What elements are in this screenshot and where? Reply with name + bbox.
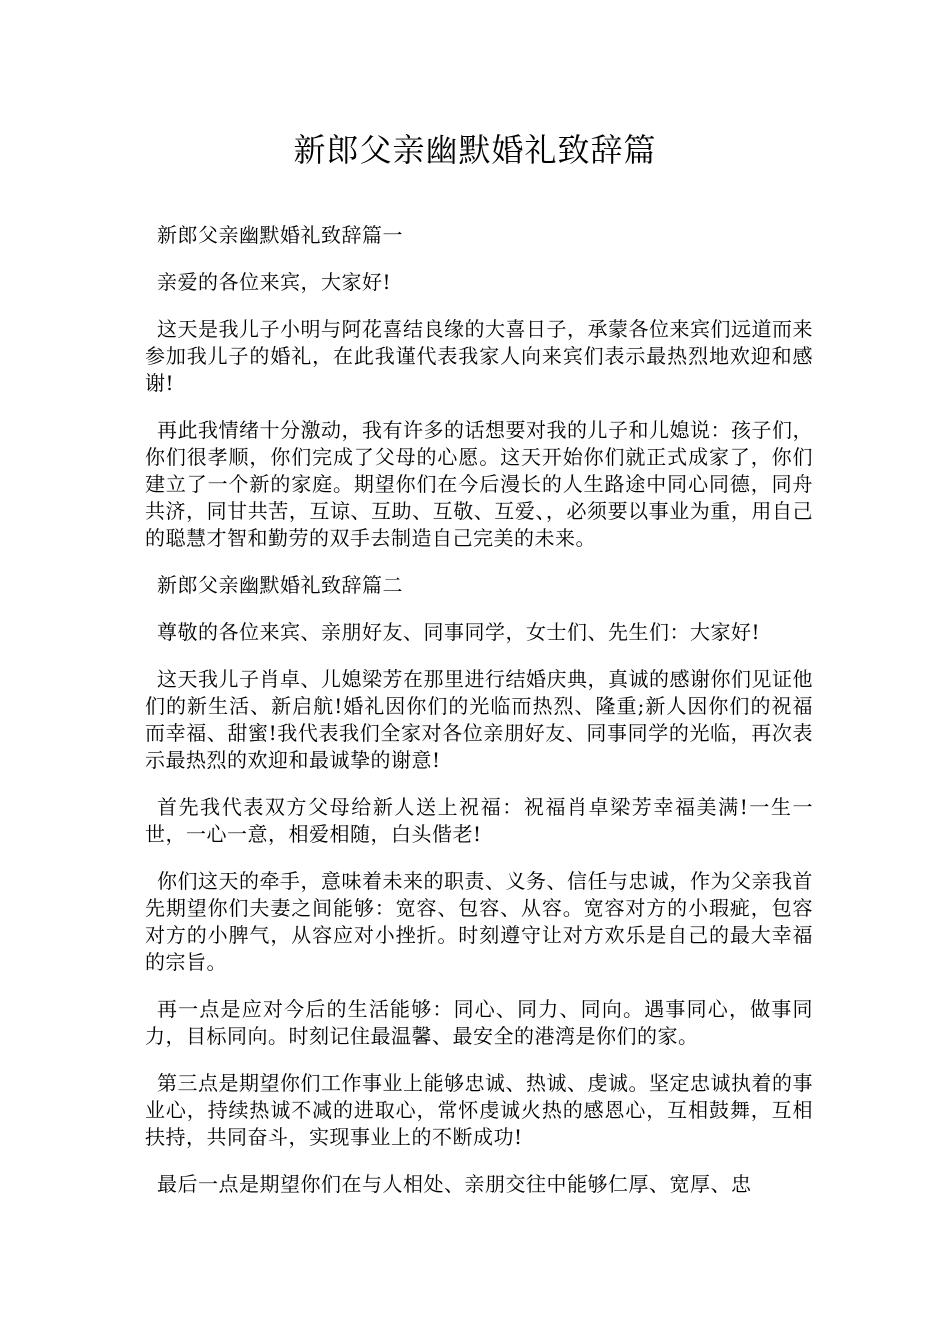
document-title: 新郎父亲幽默婚礼致辞篇 — [293, 131, 657, 169]
paragraph-greeting-1: 亲爱的各位来宾，大家好! — [157, 270, 392, 294]
paragraph-greeting-2: 尊敬的各位来宾、亲朋好友、同事同学，女士们、先生们：大家好! — [157, 620, 761, 644]
paragraph: 你们这天的牵手，意味着未来的职责、义务、信任与忠诚，作为父亲我首先期望你们夫妻之间能够：宽容、包容、从容。宽容对方的小瑕疵，包容对方的小脾气，从容应对小挫折。时刻遵守让对方欢乐是自己的最大幸福的宗旨。 — [145, 869, 813, 974]
paragraph: 首先我代表双方父母给新人送上祝福：祝福肖卓梁芳幸福美满!一生一世，一心一意，相爱相随，白头偕老! — [145, 795, 813, 846]
section-heading-2: 新郎父亲幽默婚礼致辞篇二 — [157, 573, 403, 597]
paragraph-truncated: 最后一点是期望你们在与人相处、亲朋交往中能够仁厚、宽厚、忠 — [157, 1172, 752, 1196]
paragraph: 这天我儿子肖卓、儿媳梁芳在那里进行结婚庆典，真诚的感谢你们见证他们的新生活、新启航!婚礼因你们的光临而热烈、隆重;新人因你们的祝福而幸福、甜蜜!我代表我们全家对各位亲朋好友、同事同学的光临，再次表示最热烈的欢迎和最诚挚的谢意! — [145, 667, 813, 772]
section-heading-1: 新郎父亲幽默婚礼致辞篇一 — [157, 223, 403, 247]
paragraph: 再一点是应对今后的生活能够：同心、同力、同向。遇事同心，做事同力，目标同向。时刻记住最温馨、最安全的港湾是你们的家。 — [145, 997, 813, 1048]
document-body — [145, 222, 813, 1198]
paragraph: 第三点是期望你们工作事业上能够忠诚、热诚、虔诚。坚定忠诚执着的事业心，持续热诚不减的进取心，常怀虔诚火热的感恩心，互相鼓舞，互相扶持，共同奋斗，实现事业上的不断成功! — [145, 1071, 813, 1149]
paragraph: 这天是我儿子小明与阿花喜结良缘的大喜日子，承蒙各位来宾们远道而来参加我儿子的婚礼，在此我谨代表我家人向来宾们表示最热烈地欢迎和感谢! — [145, 317, 813, 395]
paragraph: 再此我情绪十分激动，我有许多的话想要对我的儿子和儿媳说：孩子们，你们很孝顺，你们完成了父母的心愿。这天开始你们就正式成家了，你们建立了一个新的家庭。期望你们在今后漫长的人生路途中同心同德，同舟共济，同甘共苦，互谅、互助、互敬、互爱、，必须要以事业为重，用自己的聪慧才智和勤劳的双手去制造自己完美的未来。 — [145, 418, 813, 550]
